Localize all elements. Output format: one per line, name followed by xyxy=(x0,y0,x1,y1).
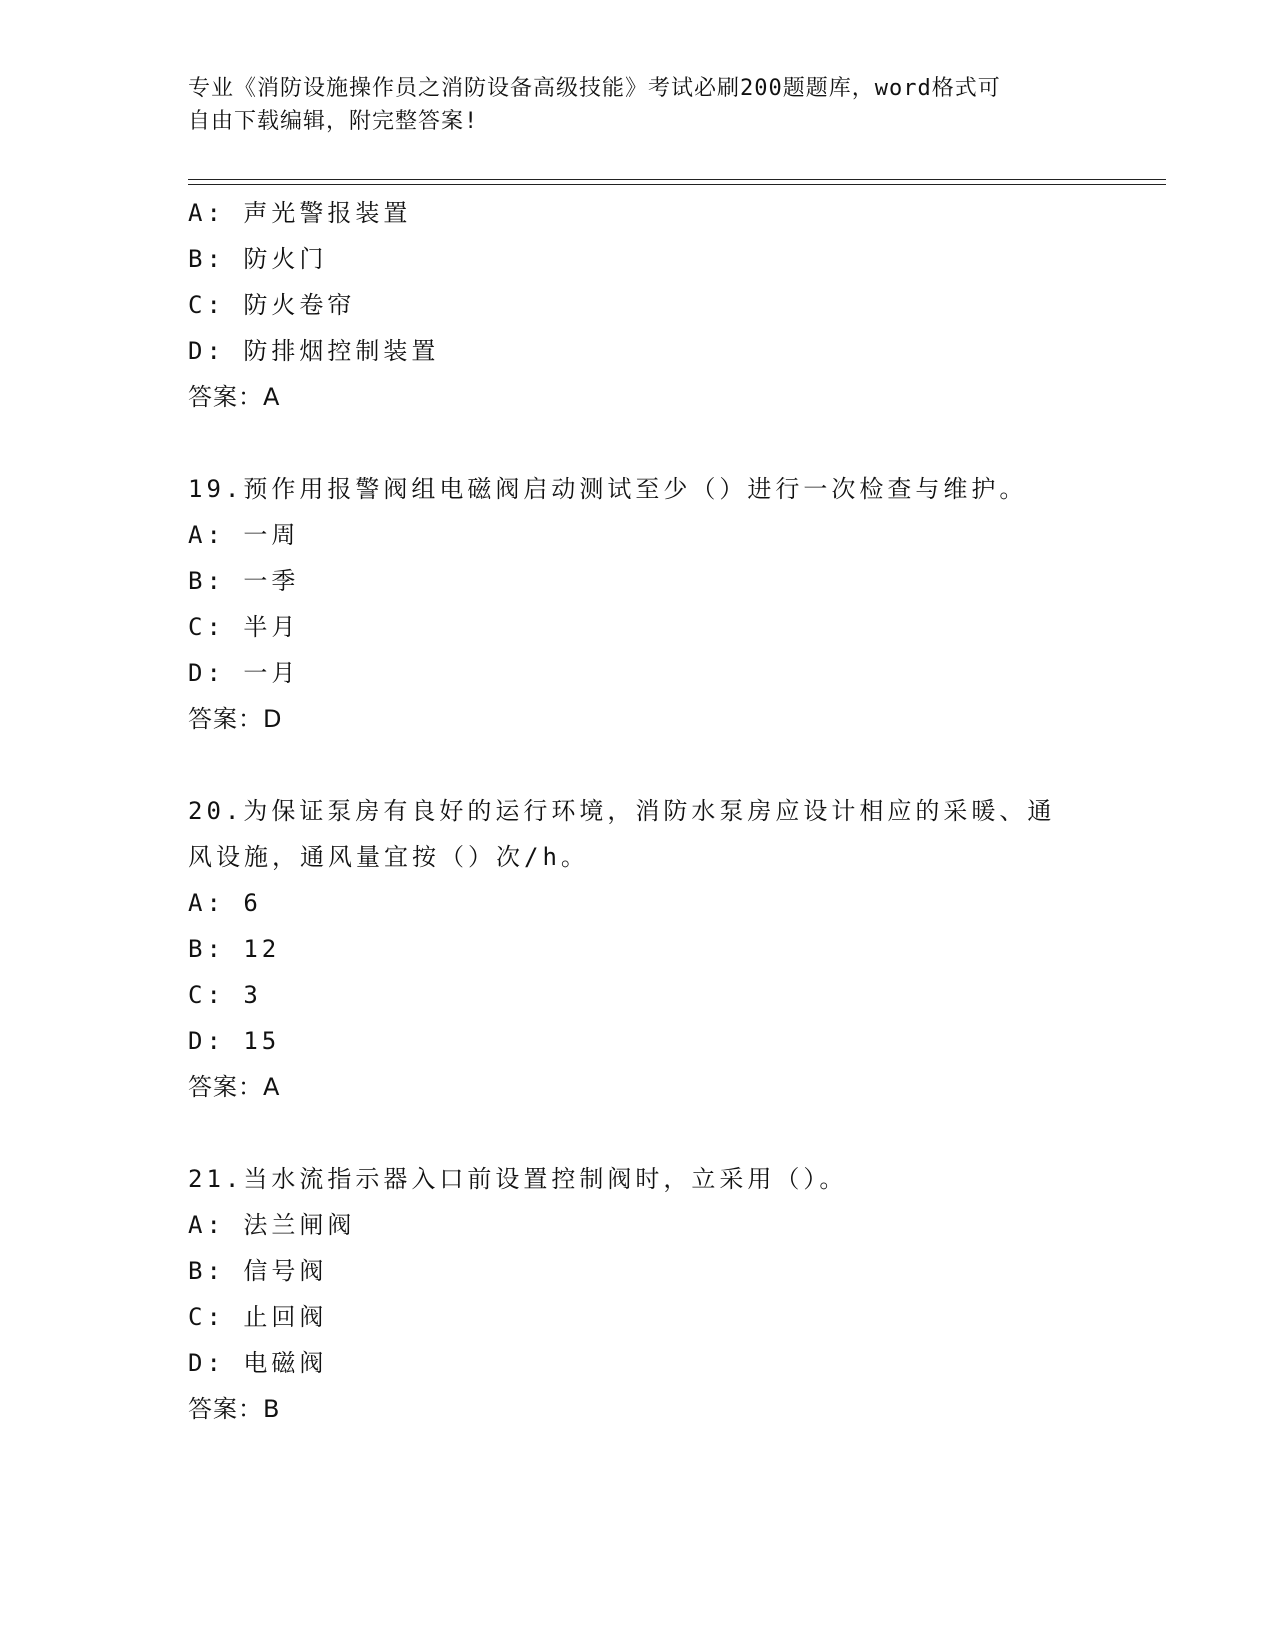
answer: 答案：D xyxy=(188,705,283,733)
header-divider-bottom xyxy=(188,184,1166,185)
document-header xyxy=(188,72,1088,138)
header-title-line-2: 自由下载编辑，附完整答案! xyxy=(188,109,479,134)
option-a: A: 一周 xyxy=(188,521,300,549)
option-a: A: 声光警报装置 xyxy=(188,199,412,227)
option-d: D: 一月 xyxy=(188,659,300,687)
spacer xyxy=(188,742,1088,788)
header-title-line-1: 专业《消防设施操作员之消防设备高级技能》考试必刷200题题库，word格式可 xyxy=(188,76,1001,101)
question-stem-line-1: 20.为保证泵房有良好的运行环境，消防水泵房应设计相应的采暖、通 xyxy=(188,797,1056,825)
option-b: B: 信号阀 xyxy=(188,1257,328,1285)
header-divider-top xyxy=(188,179,1166,180)
option-c: C: 半月 xyxy=(188,613,300,641)
option-b: B: 防火门 xyxy=(188,245,328,273)
option-d: D: 15 xyxy=(188,1027,281,1055)
question-list xyxy=(188,190,1088,1432)
option-d: D: 电磁阀 xyxy=(188,1349,328,1377)
option-c: C: 防火卷帘 xyxy=(188,291,356,319)
option-b: B: 一季 xyxy=(188,567,300,595)
option-c: C: 止回阀 xyxy=(188,1303,328,1331)
spacer xyxy=(188,1110,1088,1156)
question-18 xyxy=(188,190,1088,420)
question-21 xyxy=(188,1156,1088,1432)
question-19 xyxy=(188,466,1088,742)
answer: 答案：A xyxy=(188,383,281,411)
option-b: B: 12 xyxy=(188,935,281,963)
question-stem: 19.预作用报警阀组电磁阀启动测试至少（）进行一次检查与维护。 xyxy=(188,475,1028,503)
answer: 答案：A xyxy=(188,1073,281,1101)
question-stem: 21.当水流指示器入口前设置控制阀时，立采用（）。 xyxy=(188,1165,848,1193)
spacer xyxy=(188,420,1088,466)
option-c: C: 3 xyxy=(188,981,262,1009)
option-a: A: 法兰闸阀 xyxy=(188,1211,356,1239)
option-d: D: 防排烟控制装置 xyxy=(188,337,440,365)
question-20 xyxy=(188,788,1088,1110)
question-stem-line-2: 风设施，通风量宜按（）次/h。 xyxy=(188,843,589,871)
option-a: A: 6 xyxy=(188,889,262,917)
answer: 答案：B xyxy=(188,1395,281,1423)
